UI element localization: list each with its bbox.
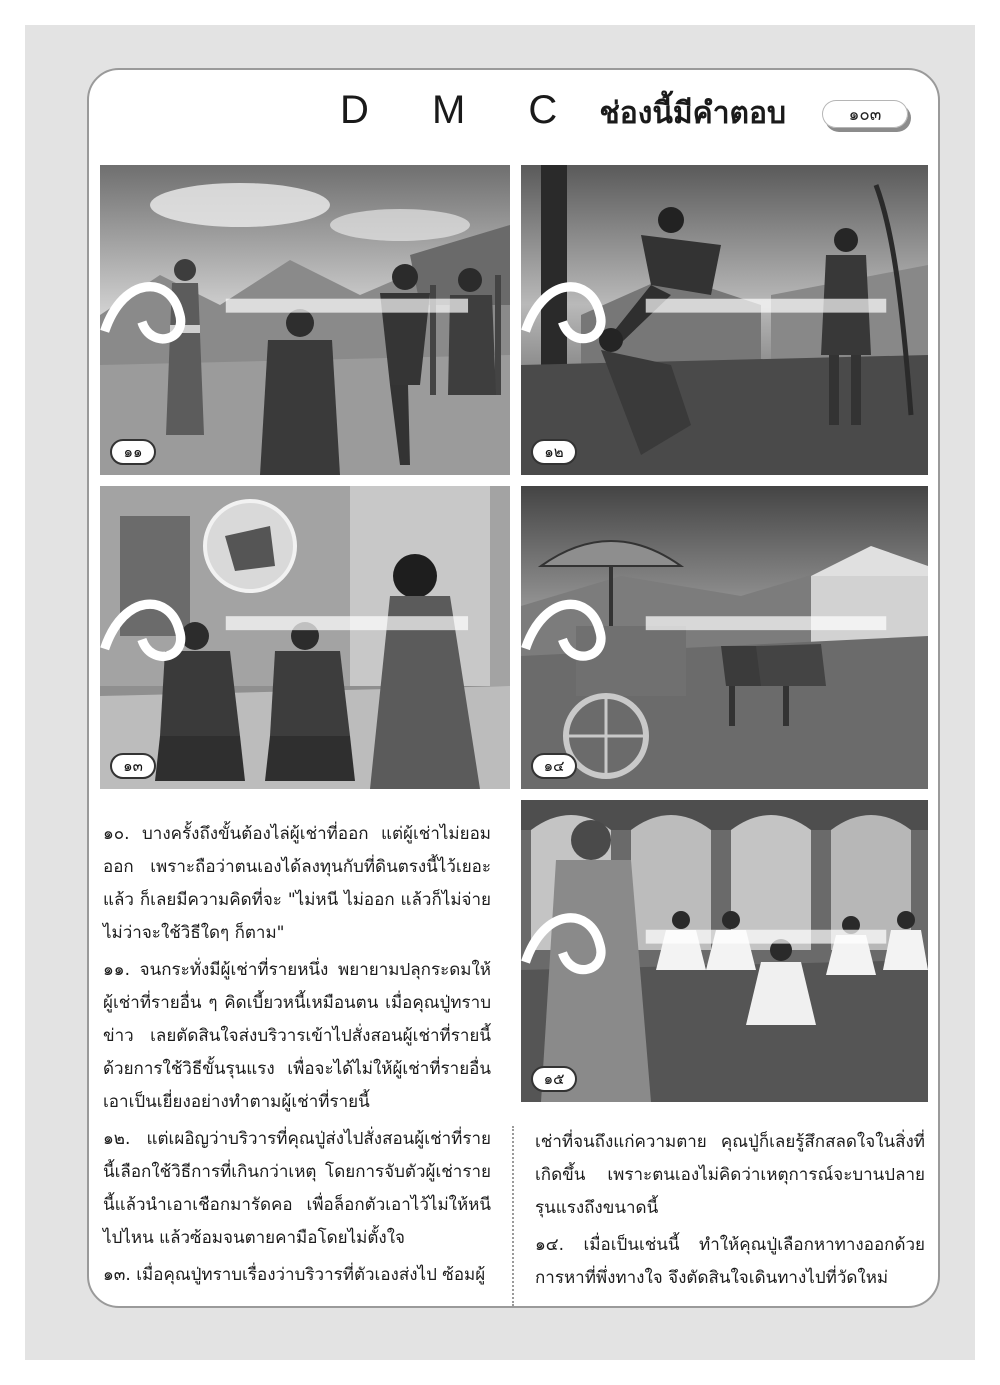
paragraph-12: ๑๒. แต่เผอิญว่าบริวารที่คุณปู่ส่งไปสั่งสอนผู้เช่าที่รายนี้เลือกใช้วิธีการที่เกินกว่าเหตุ โดยการจับตัวผู้เช่ารายนี้แล้วนำเอาเชือกมารัดคอ เพื่อล็อกตัวเอาไว้ไม่ให้หนีไปไหน แล้วซ้อมจนตายคามือโดยไม่ตั้งใจ bbox=[103, 1129, 491, 1248]
page-number-badge: ๑๐๓ bbox=[822, 100, 908, 128]
illustration-panel-13 bbox=[100, 486, 510, 789]
illustration-panel-15 bbox=[521, 800, 928, 1102]
illustration-panel-14 bbox=[521, 486, 928, 789]
brand-text: D M C bbox=[340, 88, 584, 132]
illustration-panel-12 bbox=[521, 165, 928, 475]
publisher-logo-icon bbox=[521, 486, 914, 777]
paragraph-11: ๑๑. จนกระทั่งมีผู้เช่าที่รายหนึ่ง พยายามปลุกระดมให้ผู้เช่าที่รายอื่น ๆ คิดเบี้ยวหนี้เหมือนตน เมื่อคุณปู่ทราบข่าว เลยตัดสินใจส่งบริวารเข้าไปสั่งสอนผู้เช่าที่รายนี้ด้วยการใช้วิธีขั้นรุนแรง เพื่อจะได้ไม่ให้ผู้เช่าที่รายอื่นเอาเป็นเยี่ยงอย่างทำตามผู้เช่าที่รายนี้ bbox=[103, 960, 491, 1112]
publisher-logo-icon bbox=[100, 486, 496, 777]
panel-number-14: ๑๔ bbox=[531, 753, 577, 779]
column-divider bbox=[512, 1126, 514, 1306]
panel-number-11: ๑๑ bbox=[110, 439, 156, 465]
illustration-panel-11 bbox=[100, 165, 510, 475]
paragraph-13-continued: เช่าที่จนถึงแก่ความตาย คุณปู่ก็เลยรู้สึกสลดใจในสิ่งที่เกิดขึ้น เพราะตนเองไม่คิดว่าเหตุการณ์จะบานปลายรุนแรงถึงขนาดนี้ bbox=[535, 1132, 925, 1218]
panel-number-12: ๑๒ bbox=[531, 439, 577, 465]
right-column-text bbox=[535, 1126, 925, 1299]
publisher-logo-icon bbox=[100, 165, 496, 463]
paragraph-13-start: ๑๓. เมื่อคุณปู่ทราบเรื่องว่าบริวารที่ตัวเองส่งไป ซ้อมผู้ bbox=[103, 1265, 486, 1285]
paragraph-10: ๑๐. บางครั้งถึงขั้นต้องไล่ผู้เช่าที่ออก แต่ผู้เช่าไม่ยอมออก เพราะถือว่าตนเองได้ลงทุนกับที่ดินตรงนี้ไว้เยอะแล้ว ก็เลยมีความคิดที่จะ "ไม่หนี ไม่ออก แล้วก็ไม่จ่าย ไม่ว่าจะใช้วิธีใดๆ ก็ตาม" bbox=[103, 824, 491, 943]
publisher-logo-icon bbox=[521, 800, 914, 1090]
panel-number-13: ๑๓ bbox=[110, 753, 156, 779]
publisher-logo-icon bbox=[521, 165, 914, 463]
paragraph-14: ๑๔. เมื่อเป็นเช่นนี้ ทำให้คุณปู่เลือกหาทางออกด้วยการหาที่พึ่งทางใจ จึงตัดสินใจเดินทางไปที่วัดใหม่ bbox=[535, 1235, 925, 1288]
title-text: ช่องนี้มีคำตอบ bbox=[599, 96, 787, 131]
page-title bbox=[340, 88, 786, 138]
left-column-text bbox=[103, 818, 491, 1296]
panel-number-15: ๑๕ bbox=[531, 1066, 577, 1092]
